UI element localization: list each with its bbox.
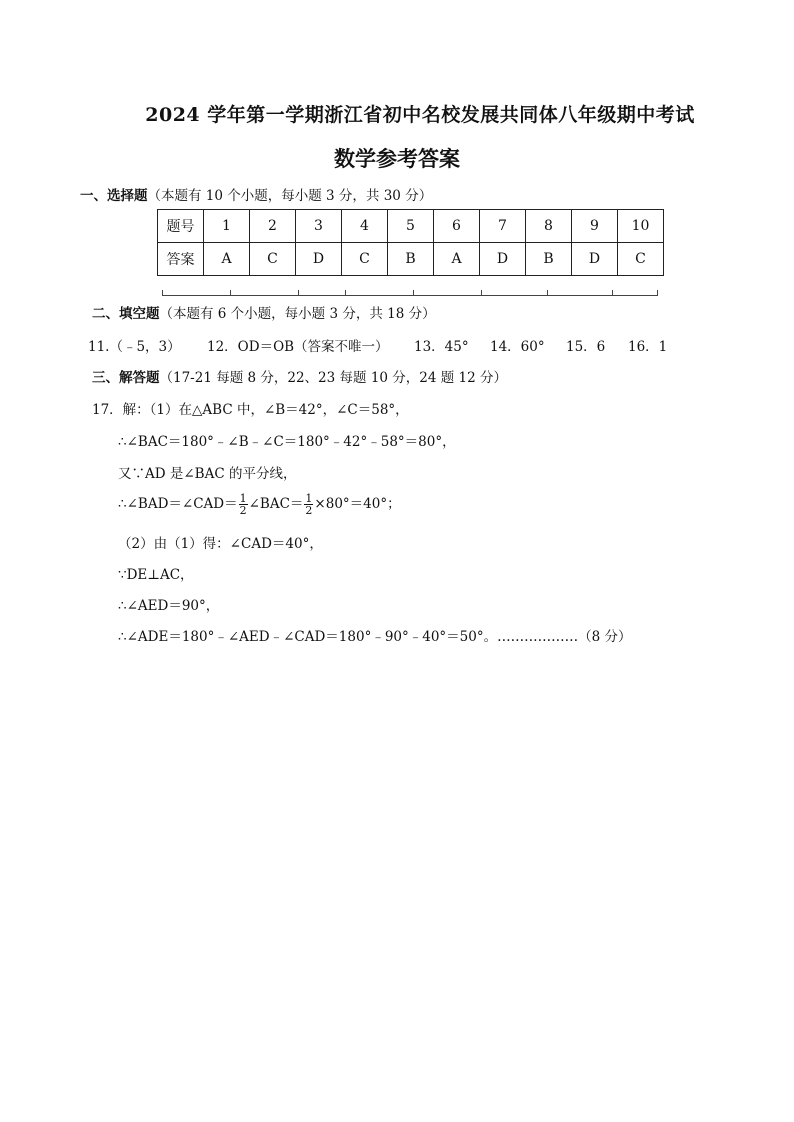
ruler-tick bbox=[413, 290, 414, 296]
table-cell: B bbox=[388, 243, 434, 276]
solution-line-4 bbox=[118, 492, 401, 516]
table-cell: A bbox=[204, 243, 250, 276]
solution-line-6: ∵DE⊥AC， bbox=[118, 567, 194, 583]
fill-answer-11: 11.（﹣5，3） bbox=[88, 339, 181, 355]
table-cell: C bbox=[342, 243, 388, 276]
table-cell: 2 bbox=[250, 210, 296, 243]
table-cell: 1 bbox=[204, 210, 250, 243]
ruler-tick bbox=[657, 290, 658, 296]
table-cell: 9 bbox=[572, 210, 618, 243]
solution-line-4-part-c: ×80°＝40°； bbox=[314, 496, 401, 512]
table-cell: 5 bbox=[388, 210, 434, 243]
solution-line-1: 17．解：（1）在△ABC 中，∠B＝42°，∠C＝58°， bbox=[92, 402, 409, 418]
ruler-tick bbox=[481, 290, 482, 296]
fill-answer-14: 14．60° bbox=[490, 339, 545, 355]
solution-line-4-part-a: ∴∠BAD＝∠CAD＝ bbox=[118, 496, 238, 512]
fraction-half bbox=[239, 493, 248, 516]
fill-answer-12: 12．OD＝OB（答案不唯一） bbox=[207, 339, 389, 355]
table-row-numbers bbox=[158, 210, 664, 243]
solution-line-3: 又∵AD 是∠BAC 的平分线， bbox=[118, 466, 297, 482]
table-cell: D bbox=[480, 243, 526, 276]
ruler-line bbox=[162, 289, 658, 296]
table-cell: B bbox=[526, 243, 572, 276]
fill-answer-15: 15．6 bbox=[566, 339, 606, 355]
ruler-tick bbox=[345, 290, 346, 296]
ruler-tick bbox=[612, 290, 613, 296]
ruler-tick bbox=[230, 290, 231, 296]
fraction-denominator: 2 bbox=[239, 504, 247, 517]
section-solve-label: 三、解答题 bbox=[92, 370, 160, 386]
fraction-numerator: 1 bbox=[305, 492, 313, 505]
solution-line-5: （2）由（1）得：∠CAD＝40°， bbox=[118, 536, 323, 552]
fill-answer-16: 16．1 bbox=[628, 339, 668, 355]
table-header-number: 题号 bbox=[158, 210, 204, 243]
table-cell: 8 bbox=[526, 210, 572, 243]
table-cell: 6 bbox=[434, 210, 480, 243]
table-cell: C bbox=[618, 243, 664, 276]
table-cell: D bbox=[296, 243, 342, 276]
table-cell: 4 bbox=[342, 210, 388, 243]
section-solve-heading bbox=[92, 366, 507, 386]
solution-line-8: ∴∠ADE＝180°﹣∠AED﹣∠CAD＝180°﹣90°﹣40°＝50°。………………（8 分） bbox=[118, 629, 632, 645]
section-choice-label: 一、选择题 bbox=[80, 188, 148, 204]
section-fill-heading bbox=[92, 302, 436, 322]
section-choice-note: （本题有 10 个小题，每小题 3 分，共 30 分） bbox=[147, 188, 433, 204]
table-cell: 7 bbox=[480, 210, 526, 243]
fill-answer-13: 13．45° bbox=[414, 339, 469, 355]
section-fill-label: 二、填空题 bbox=[92, 306, 160, 322]
solution-line-4-part-b: ∠BAC＝ bbox=[248, 496, 304, 512]
answer-key-title: 数学参考答案 bbox=[334, 146, 460, 171]
section-solve-note: （17-21 每题 8 分，22、23 每题 10 分，24 题 12 分） bbox=[159, 370, 508, 386]
ruler-tick bbox=[298, 290, 299, 296]
table-cell: C bbox=[250, 243, 296, 276]
ruler-tick bbox=[547, 290, 548, 296]
table-cell: 3 bbox=[296, 210, 342, 243]
section-choice-heading bbox=[80, 184, 432, 204]
fraction-half bbox=[304, 493, 313, 516]
solution-line-7: ∴∠AED＝90°， bbox=[118, 598, 220, 614]
section-fill-note: （本题有 6 个小题，每小题 3 分，共 18 分） bbox=[159, 306, 436, 322]
table-cell: 10 bbox=[618, 210, 664, 243]
table-cell: D bbox=[572, 243, 618, 276]
ruler-tick bbox=[162, 290, 163, 296]
fraction-denominator: 2 bbox=[305, 504, 313, 517]
fraction-numerator: 1 bbox=[239, 492, 247, 505]
exam-title: 2024 学年第一学期浙江省初中名校发展共同体八年级期中考试 bbox=[145, 104, 695, 126]
table-cell: A bbox=[434, 243, 480, 276]
solution-line-2: ∴∠BAC＝180°﹣∠B﹣∠C＝180°﹣42°﹣58°＝80°， bbox=[118, 434, 456, 450]
table-row-answers bbox=[158, 243, 664, 276]
table-header-answer: 答案 bbox=[158, 243, 204, 276]
choice-answer-table bbox=[157, 209, 664, 276]
